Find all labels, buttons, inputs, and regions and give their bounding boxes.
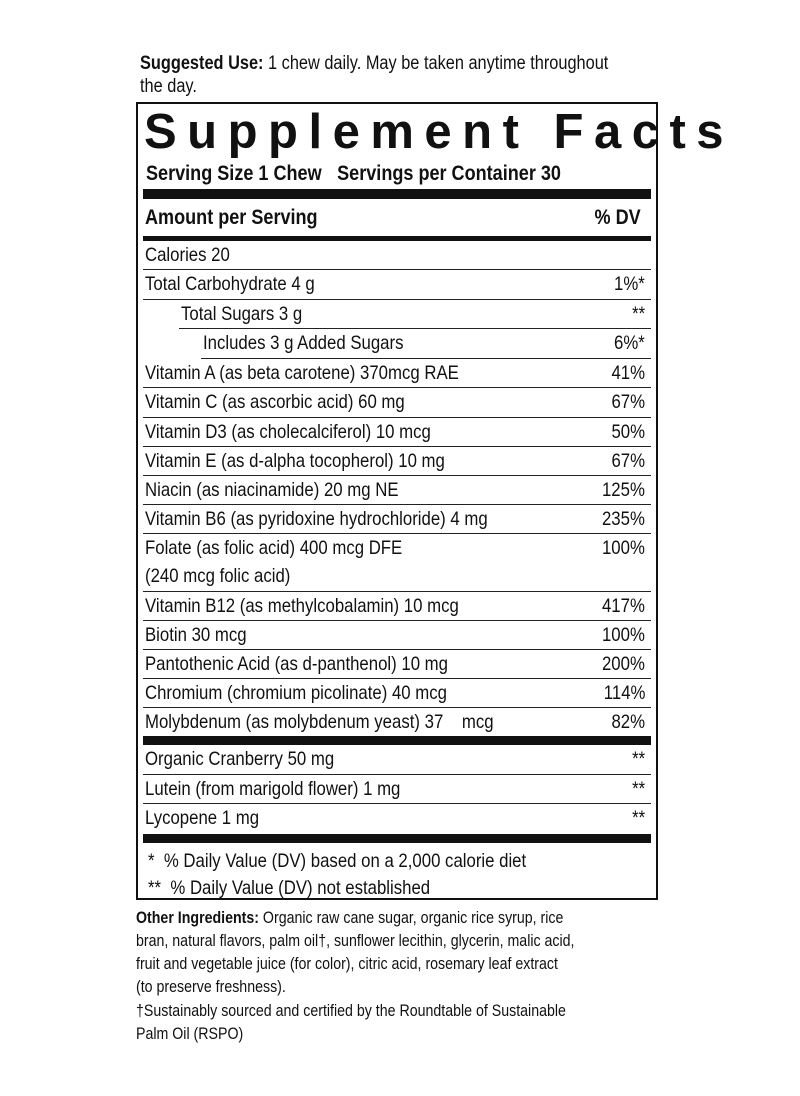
footnote: ** % Daily Value (DV) not established <box>148 877 431 899</box>
nutrient-dv: 50% <box>611 421 645 443</box>
nutrient-name: Vitamin A (as beta carotene) 370mcg RAE <box>145 362 459 384</box>
nutrient-dv: 82% <box>611 711 645 733</box>
nutrient-dv: 1%* <box>614 273 645 295</box>
nutrient-dv: 235% <box>602 508 645 530</box>
nutrient-row <box>143 650 651 679</box>
nutrient-row <box>143 447 651 476</box>
servings-per-container: Servings per Container 30 <box>337 162 561 185</box>
nutrient-dv: 417% <box>602 595 645 617</box>
panel-title: Supplement Facts <box>144 105 735 159</box>
nutrient-dv: 125% <box>602 479 645 501</box>
nutrient-dv: 114% <box>603 682 645 704</box>
other-ingredients-text: fruit and vegetable juice (for color), citric acid, rosemary leaf extract <box>136 955 558 973</box>
nutrient-name: Includes 3 g Added Sugars <box>203 332 404 354</box>
footnotes <box>148 848 588 902</box>
nutrient-name: Chromium (chromium picolinate) 40 mcg <box>145 682 447 704</box>
other-ingredients-text: (to preserve freshness). <box>136 978 286 996</box>
nutrient-dv: ** <box>631 807 645 829</box>
thick-divider <box>143 189 651 199</box>
nutrient-name: Molybdenum (as molybdenum yeast) 37 mcg <box>145 711 494 733</box>
nutrient-dv: 100% <box>602 537 645 559</box>
amount-header: Amount per Serving <box>145 206 318 229</box>
rspo-note-text: †Sustainably sourced and certified by the Roundtable of Sustainable <box>136 1002 566 1020</box>
nutrient-dv: 67% <box>611 450 645 472</box>
nutrient-row <box>143 505 651 534</box>
rspo-note <box>136 1000 652 1046</box>
nutrient-table <box>143 241 651 738</box>
nutrient-row <box>143 708 651 738</box>
nutrient-name: Vitamin D3 (as cholecalciferol) 10 mcg <box>145 421 431 443</box>
thick-divider <box>143 736 651 745</box>
thick-divider <box>143 834 651 843</box>
nutrient-name-line2: (240 mcg folic acid) <box>145 565 291 587</box>
nutrient-row <box>143 621 651 650</box>
suggested-use-text: 1 chew daily. May be taken anytime throughout <box>263 53 609 74</box>
nutrient-dv: 100% <box>602 624 645 646</box>
nutrient-name: Organic Cranberry 50 mg <box>145 748 335 770</box>
dv-header: % DV <box>594 206 641 229</box>
suggested-use-label: Suggested Use: <box>140 53 264 74</box>
nutrient-name: Lutein (from marigold flower) 1 mg <box>145 778 401 800</box>
amount-header-row <box>143 204 651 236</box>
other-ingredients-label: Other Ingredients: <box>136 909 259 927</box>
nutrient-row <box>143 241 651 270</box>
nutrient-row <box>143 270 651 300</box>
footnote: * % Daily Value (DV) based on a 2,000 calorie diet <box>148 850 527 872</box>
nutrient-name: Vitamin C (as ascorbic acid) 60 mg <box>145 391 405 413</box>
nutrient-name: Total Carbohydrate 4 g <box>145 273 315 295</box>
nutrient-row <box>179 300 651 329</box>
suggested-use-text-2: the day. <box>140 76 197 97</box>
rspo-note-text: Palm Oil (RSPO) <box>136 1025 244 1043</box>
other-ingredients-text: bran, natural flavors, palm oil†, sunflower lecithin, glycerin, malic acid, <box>136 932 575 950</box>
nutrient-name: Folate (as folic acid) 400 mcg DFE <box>145 537 403 559</box>
nutrient-name: Calories 20 <box>145 244 230 266</box>
nutrient-name: Lycopene 1 mg <box>145 807 260 829</box>
nutrient-row <box>143 476 651 505</box>
supplement-facts-panel <box>136 102 735 900</box>
nutrient-dv: ** <box>631 303 645 325</box>
nutrient-row <box>143 592 651 621</box>
nutrient-dv: 200% <box>602 653 645 675</box>
nutrient-row <box>143 388 651 418</box>
nutrient-row <box>143 359 651 388</box>
other-ingredients <box>136 907 676 999</box>
serving-info <box>146 161 629 187</box>
nutrient-name: Vitamin B12 (as methylcobalamin) 10 mcg <box>145 595 459 617</box>
nutrient-name: Total Sugars 3 g <box>181 303 303 325</box>
nutrient-dv: 6%* <box>614 332 645 354</box>
nutrient-name: Vitamin E (as d-alpha tocopherol) 10 mg <box>145 450 445 472</box>
suggested-use <box>140 52 680 98</box>
nutrient-dv: ** <box>631 778 645 800</box>
nutrient-name: Niacin (as niacinamide) 20 mg NE <box>145 479 399 501</box>
other-nutrients-table <box>143 745 651 834</box>
nutrient-dv: 41% <box>611 362 645 384</box>
nutrient-row <box>143 679 651 708</box>
nutrient-row <box>143 775 651 804</box>
nutrient-row <box>143 418 651 447</box>
nutrient-name: Pantothenic Acid (as d-panthenol) 10 mg <box>145 653 448 675</box>
nutrient-row <box>143 745 651 775</box>
nutrient-row <box>143 534 651 592</box>
nutrient-dv: ** <box>631 748 645 770</box>
nutrient-dv: 67% <box>611 391 645 413</box>
serving-size: Serving Size 1 Chew <box>146 162 322 185</box>
nutrient-row <box>201 329 651 359</box>
other-ingredients-text: Organic raw cane sugar, organic rice syrup, rice <box>258 909 564 927</box>
nutrient-row <box>143 804 651 834</box>
nutrient-name: Biotin 30 mcg <box>145 624 247 646</box>
nutrient-name: Vitamin B6 (as pyridoxine hydrochloride) 4 mg <box>145 508 488 530</box>
